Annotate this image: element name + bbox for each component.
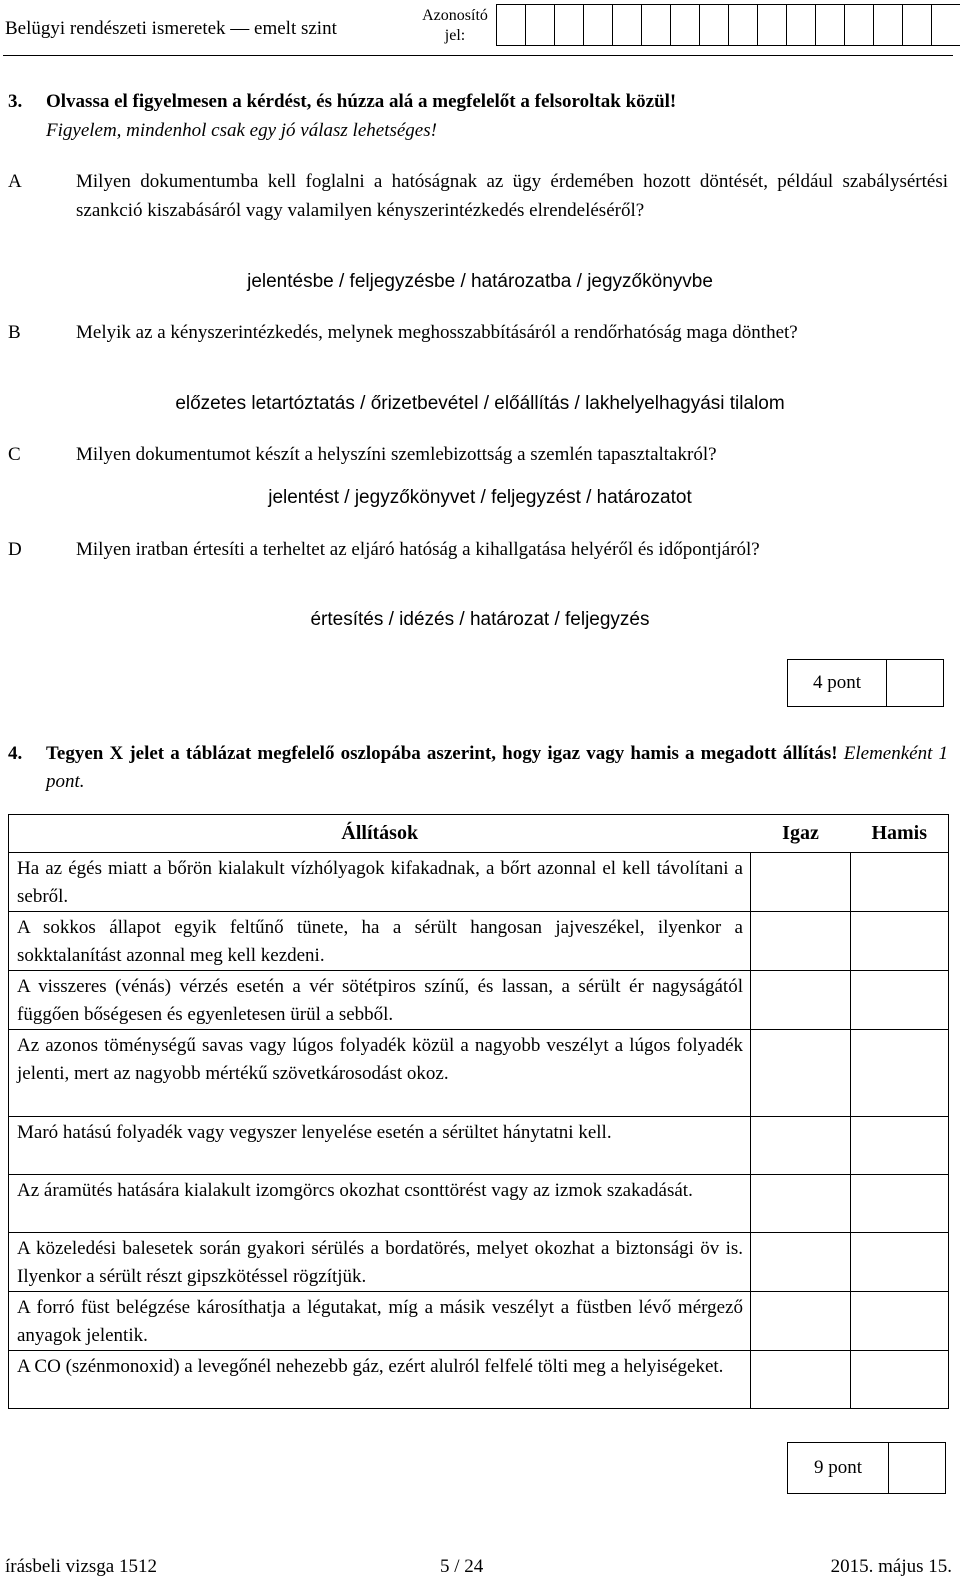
true-cell[interactable] xyxy=(751,971,851,1030)
question-item-d xyxy=(8,535,948,564)
item-question: Milyen iratban értesíti a terheltet az eljáró hatóság a kihallgatása helyéről és időpontjáról? xyxy=(76,539,760,560)
answer-options-b[interactable]: előzetes letartóztatás / őrizetbevétel / előállítás / lakhelyelhagyási tilalom xyxy=(175,393,785,414)
table-row xyxy=(9,1233,949,1292)
statement-cell: A forró füst belégzése károsíthatja a légutakat, míg a másik veszélyt a füstben lévő mérgező anyagok jelentik. xyxy=(9,1292,751,1351)
id-box[interactable] xyxy=(931,4,960,46)
question-item-c xyxy=(8,440,948,469)
points-label: 4 pont xyxy=(788,660,887,706)
statement-cell: Maró hatású folyadék vagy vegyszer lenyelése esetén a sérültet hánytatni kell. xyxy=(9,1117,751,1175)
item-letter: C xyxy=(8,444,21,465)
header-divider xyxy=(3,55,953,56)
false-cell[interactable] xyxy=(851,853,949,912)
false-cell[interactable] xyxy=(851,1292,949,1351)
answer-options-a[interactable]: jelentésbe / feljegyzésbe / határozatba / jegyzőkönyvbe xyxy=(247,271,713,292)
id-label-line2: jel: xyxy=(444,27,466,44)
true-cell[interactable] xyxy=(751,1233,851,1292)
table-row xyxy=(9,1175,949,1233)
true-cell[interactable] xyxy=(751,1351,851,1409)
answer-options-d[interactable]: értesítés / idézés / határozat / feljegyzés xyxy=(310,609,650,630)
question-4-instruction: Elemenként 1 pont. xyxy=(46,743,948,792)
false-cell[interactable] xyxy=(851,912,949,971)
item-question: Melyik az a kényszerintézkedés, melynek meghosszabbításáról a rendőrhatóság maga dönthet? xyxy=(76,322,798,343)
id-label-line1: Azonosító xyxy=(422,7,488,24)
item-letter: B xyxy=(8,322,21,343)
false-cell[interactable] xyxy=(851,1233,949,1292)
id-box[interactable] xyxy=(757,4,787,46)
id-label xyxy=(420,6,490,46)
question-3-title: Olvassa el figyelmesen a kérdést, és húzza alá a megfelelőt a felsoroltak közül! xyxy=(46,91,677,112)
false-cell[interactable] xyxy=(851,1030,949,1117)
question-4-title: Tegyen X jelet a táblázat megfelelő oszlopába aszerint, hogy igaz vagy hamis a megadott állítás! xyxy=(46,743,838,764)
column-header-true: Igaz xyxy=(751,815,851,853)
false-cell[interactable] xyxy=(851,1351,949,1409)
id-box[interactable] xyxy=(728,4,758,46)
question-item-b xyxy=(8,318,948,347)
document-header-title: Belügyi rendészeti ismeretek — emelt szint xyxy=(5,18,337,39)
column-header-statements: Állítások xyxy=(9,815,751,853)
id-box[interactable] xyxy=(844,4,874,46)
question-number: 4. xyxy=(8,743,23,764)
item-question: Milyen dokumentumot készít a helyszíni szemlebizottság a szemlén tapasztaltakról? xyxy=(76,444,717,465)
id-box[interactable] xyxy=(641,4,671,46)
item-question: Milyen dokumentumba kell foglalni a hatóságnak az ügy érdemében hozott döntését, például szabálysértési szankció kiszabásáról vagy valamilyen kényszerintézkedés elrendeléséről? xyxy=(76,171,948,221)
true-cell[interactable] xyxy=(751,1030,851,1117)
question-item-a xyxy=(8,167,948,225)
true-cell[interactable] xyxy=(751,912,851,971)
item-letter: D xyxy=(8,539,22,560)
statement-cell: A sokkos állapot egyik feltűnő tünete, ha a sérült hangosan jajveszékel, ilyenkor a sokktalanítást azonnal meg kell kezdeni. xyxy=(9,912,751,971)
question-number: 3. xyxy=(8,91,23,112)
true-false-table xyxy=(8,814,949,1409)
false-cell[interactable] xyxy=(851,971,949,1030)
question-4-heading xyxy=(8,740,948,796)
points-score-cell[interactable] xyxy=(889,1443,945,1493)
table-row xyxy=(9,1292,949,1351)
table-row xyxy=(9,853,949,912)
column-header-false: Hamis xyxy=(851,815,949,853)
table-row xyxy=(9,1351,949,1409)
points-label: 9 pont xyxy=(788,1443,889,1493)
id-box[interactable] xyxy=(612,4,642,46)
id-box[interactable] xyxy=(699,4,729,46)
points-score-cell[interactable] xyxy=(887,660,943,706)
answer-options-c[interactable]: jelentést / jegyzőkönyvet / feljegyzést / határozatot xyxy=(268,487,692,508)
points-box-q3 xyxy=(787,659,944,707)
statement-cell: A CO (szénmonoxid) a levegőnél nehezebb gáz, ezért alulról felfelé tölti meg a helyiségeket. xyxy=(9,1351,751,1409)
id-box[interactable] xyxy=(902,4,932,46)
statement-cell: Az azonos töménységű savas vagy lúgos folyadék közül a nagyobb veszélyt a lúgos folyadék jelenti, mert az nagyobb mértékű szövetkárosodást okoz. xyxy=(9,1030,751,1117)
footer-date: 2015. május 15. xyxy=(830,1556,952,1577)
true-cell[interactable] xyxy=(751,1292,851,1351)
id-box[interactable] xyxy=(496,4,526,46)
table-row xyxy=(9,1117,949,1175)
question-3-heading xyxy=(8,87,948,145)
table-row xyxy=(9,971,949,1030)
item-letter: A xyxy=(8,171,22,192)
table-row xyxy=(9,912,949,971)
id-box[interactable] xyxy=(873,4,903,46)
statement-cell: A visszeres (vénás) vérzés esetén a vér sötétpiros színű, és lassan, a sérült ér nagyságától függően bőségesen és egyenletesen ürül a sebből. xyxy=(9,971,751,1030)
id-input-boxes[interactable] xyxy=(497,4,960,46)
id-box[interactable] xyxy=(815,4,845,46)
footer-exam-code: írásbeli vizsga 1512 xyxy=(5,1556,157,1577)
footer-page-number: 5 / 24 xyxy=(440,1556,484,1577)
true-cell[interactable] xyxy=(751,1175,851,1233)
table-header-row xyxy=(9,815,949,853)
statement-cell: Ha az égés miatt a bőrön kialakult vízhólyagok kifakadnak, a bőrt azonnal el kell távolítani a sebről. xyxy=(9,853,751,912)
false-cell[interactable] xyxy=(851,1117,949,1175)
true-cell[interactable] xyxy=(751,853,851,912)
points-box-q4 xyxy=(787,1442,946,1494)
id-box[interactable] xyxy=(786,4,816,46)
statement-cell: Az áramütés hatására kialakult izomgörcs okozhat csonttörést vagy az izmok szakadását. xyxy=(9,1175,751,1233)
id-box[interactable] xyxy=(554,4,584,46)
table-row xyxy=(9,1030,949,1117)
false-cell[interactable] xyxy=(851,1175,949,1233)
id-box[interactable] xyxy=(670,4,700,46)
statement-cell: A közeledési balesetek során gyakori sérülés a bordatörés, melyet okozhat a biztonsági öv is. Ilyenkor a sérült részt gipszkötéssel rögzítjük. xyxy=(9,1233,751,1292)
true-cell[interactable] xyxy=(751,1117,851,1175)
id-box[interactable] xyxy=(525,4,555,46)
question-3-instruction: Figyelem, mindenhol csak egy jó válasz lehetséges! xyxy=(46,120,437,141)
id-box[interactable] xyxy=(583,4,613,46)
